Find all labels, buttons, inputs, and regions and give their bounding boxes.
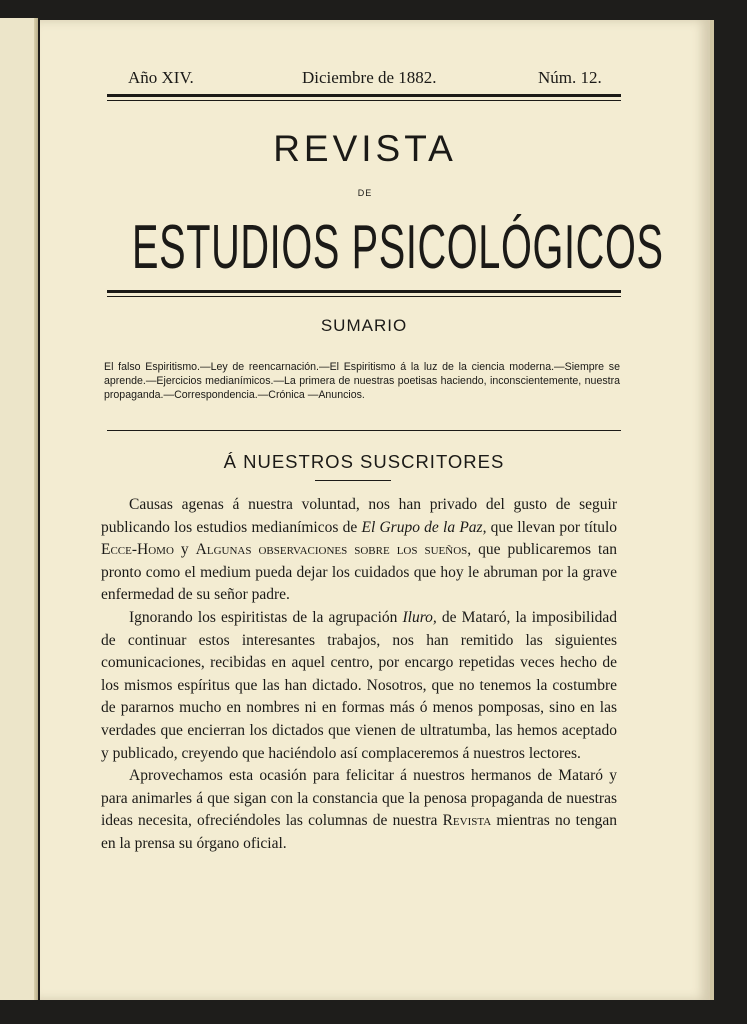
title-underline: [315, 480, 391, 481]
summary-heading: SUMARIO: [320, 316, 408, 335]
header-rule-thin: [107, 100, 621, 101]
masthead-subtitle: ESTUDIOS PSICOLÓGICOS: [132, 213, 664, 282]
masthead-connector: DE: [357, 188, 373, 198]
issue-date: Diciembre de 1882.: [302, 68, 437, 87]
summary-rule: [107, 430, 621, 431]
header-rule-thick: [107, 94, 621, 97]
paragraph-2: Ignorando los espiritistas de la agrupación Iluro, de Mataró, la imposibilidad de continuar estos interesantes trabajos, nos han remitido las siguientes comunicaciones, recibidas en aquel centro, por encargo repetidas veces hecho de los mismos espíritus que las han dictado. Nosotros, que no tenemos la costumbre de pararnos mucho en nombres ni en formas más ó menos pomposas, sino en las verdades que encierran los dictados que vienen de ultratumba, las hemos aceptado y publicado, creyendo que haciéndolo así complaceremos á nuestros lectores.: [101, 608, 617, 762]
issue-number: Núm. 12.: [538, 68, 602, 87]
issue-year: Año XIV.: [128, 68, 194, 87]
paragraph-1: Causas agenas á nuestra voluntad, nos han privado del gusto de seguir publicando los estudios medianímicos de El Grupo de la Paz, que llevan por título Ecce-Homo y Algunas observaciones sobre los sueños, que publicaremos tan pronto como el medium pueda dejar los cuidados que hoy le abruman por la grave enfermedad de su señor padre.: [101, 496, 617, 604]
summary-text: El falso Espiritismo.—Ley de reencarnación.—El Espiritismo á la luz de la ciencia moderna.—Siempre se aprende.—Ejercicios medianímicos.—La primera de nuestras poetisas haciendo, inconscientemente, nuestra propaganda.—Correspondencia.—Crónica —Anuncios.: [104, 361, 620, 401]
facing-page-edge: [0, 18, 38, 1000]
paragraph-3: Aprovechamos esta ocasión para felicitar á nuestros hermanos de Mataró y para animarles á que sigan con la constancia que la penosa propaganda de nuestras ideas necesita, ofreciéndoles las columnas de nuestra Revista mientras no tengan en la prensa su órgano oficial.: [101, 767, 617, 852]
masthead-title: REVISTA: [273, 128, 457, 169]
article-body: [101, 494, 617, 856]
masthead-rule-thick: [107, 290, 621, 293]
article-title: Á NUESTROS SUSCRITORES: [223, 451, 505, 472]
magazine-page: [40, 20, 710, 1000]
masthead-rule-thin: [107, 296, 621, 297]
